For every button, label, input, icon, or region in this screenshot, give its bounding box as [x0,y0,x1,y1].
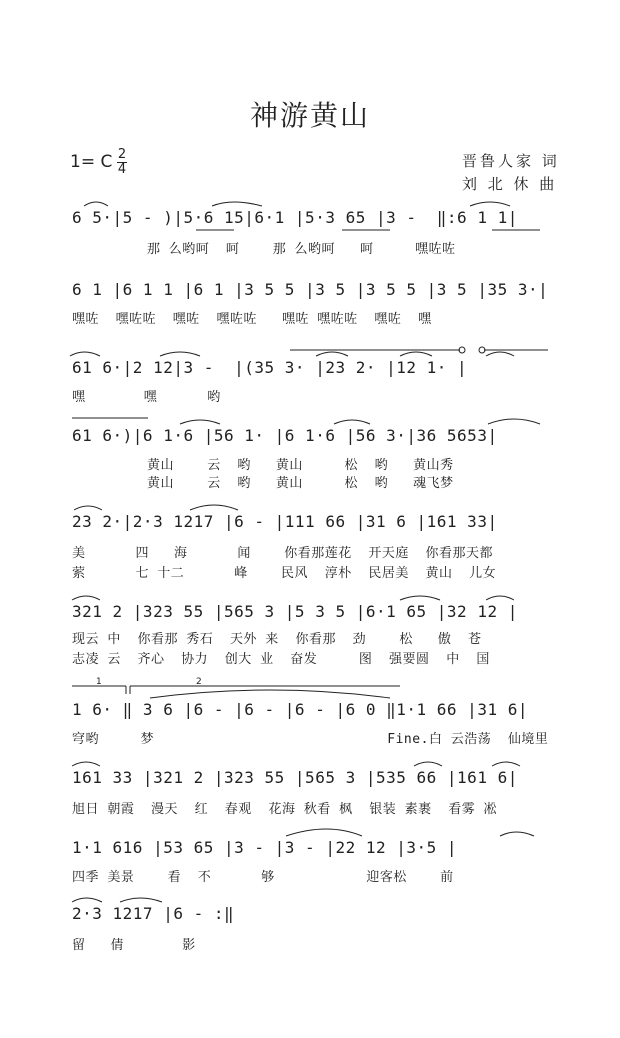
notation-line: 2·3 1217 |6 - :‖ [72,904,235,923]
notation-line: 61 6·)|6 1·6 |56 1· |6 1·6 |56 3·|36 5653| [72,426,498,445]
slur [72,762,100,766]
notation-line: 6 5·|5 - )|5·6 15|6·1 |5·3 65 |3 - ‖:6 1 1| [72,208,518,227]
notation-line: 321 2 |323 55 |565 3 |5 3 5 |6·1 65 |32 12 | [72,602,518,621]
lyric-line: 留 倩 影 [72,938,196,953]
svg-text:2: 2 [196,677,202,687]
notation-line: 23 2·|2·3 1217 |6 - |111 66 |31 6 |161 33| [72,512,498,531]
lyric-line: 那 么哟呵 呵 那 么哟呵 呵 嘿咗咗 [72,242,456,257]
slur [334,420,370,424]
lyricist: 晋鲁人家 词 [462,152,560,170]
slur [492,762,520,766]
slur [486,596,514,600]
slur [400,596,440,600]
notation-line: 1 6· ‖ 3 6 |6 - |6 - |6 - |6 0 ‖1·1 66 |31 6| [72,700,528,719]
slur [470,202,510,206]
slur [316,352,348,356]
lyric-line: 嘿 嘿 哟 [72,390,221,405]
notation-line: 1·1 616 |53 65 |3 - |3 - |22 12 |3·5 | [72,838,458,857]
lyric-line: 志凌 云 齐心 协力 创大 业 奋发 图 强要圆 中 国 [72,652,490,667]
notation-line: 61 6·|2 12|3 - |(35 3· |23 2· |12 1· | [72,358,468,377]
slur [84,202,108,206]
lyric-line: 黄山 云 哟 黄山 松 哟 黄山秀 [72,458,454,473]
lyric-line: 美 四 海 闻 你看那莲花 开天庭 你看那天都 [72,546,494,561]
lyric-line: 穹哟 梦 Fine.白 云浩荡 仙境里 [72,732,549,747]
slur [486,352,514,356]
composer: 刘 北 休 曲 [462,175,558,193]
tie [286,829,362,836]
slur [72,596,100,600]
slur [160,352,200,356]
meter-bottom: 4 [117,162,127,177]
meter-top: 2 [117,147,127,162]
key-signature: 1= C [70,152,113,172]
song-title: 神游黄山 [249,99,370,132]
slur [488,419,540,424]
slur [212,202,262,206]
lyric-line: 现云 中 你看那 秀石 天外 来 你看那 劲 松 傲 苍 [72,632,482,647]
notation-line: 6 1 |6 1 1 |6 1 |3 5 5 |3 5 |3 5 5 |3 5 |35 3·| [72,280,549,299]
lyric-line: 嘿咗 嘿咗咗 嘿咗 嘿咗咗 嘿咗 嘿咗咗 嘿咗 嘿 [72,312,432,327]
tie [150,690,390,698]
slur [180,420,220,424]
slur [74,506,102,510]
lyric-line: 旭日 朝霞 漫天 红 春观 花海 秋看 枫 银装 素裹 看雾 凇 [72,802,498,817]
slur [190,505,238,510]
slur [400,352,432,356]
slur [120,898,162,902]
slur [414,762,442,766]
notation-line: 161 33 |321 2 |323 55 |565 3 |535 66 |161 6| [72,768,518,787]
slur [72,898,102,902]
lyric-line: 黄山 云 哟 黄山 松 哟 魂飞梦 [72,476,454,491]
slur [70,352,100,356]
slur [500,832,534,836]
lyric-line: 四季 美景 看 不 够 迎客松 前 [72,870,454,885]
lyric-line: 萦 七 十二 峰 民风 淳朴 民居美 黄山 儿女 [72,566,497,581]
svg-text:1: 1 [96,677,102,687]
